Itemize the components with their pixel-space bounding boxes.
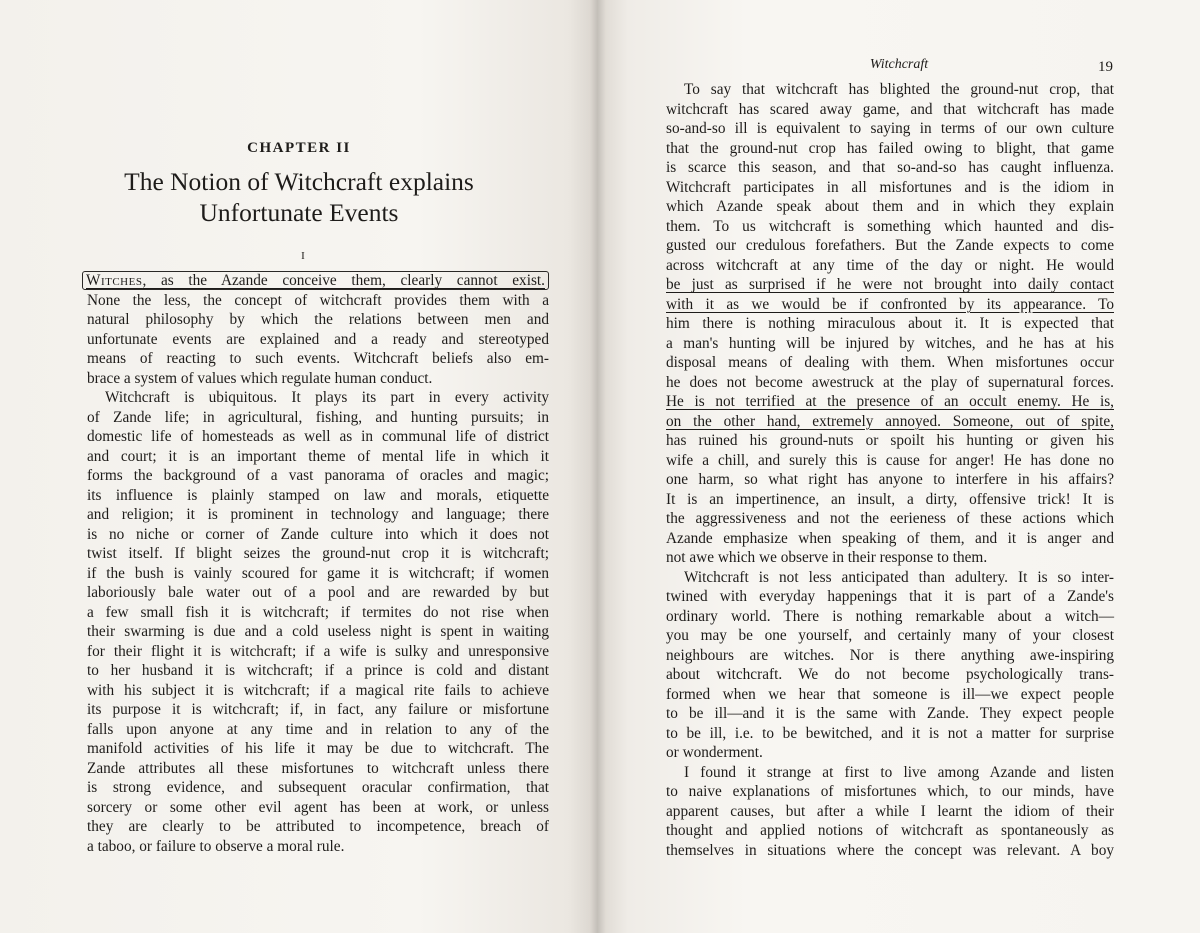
- text-line: that the ground-nut crop has failed owing to blight, that game: [666, 139, 1114, 157]
- text-line: sorcery or some other evil agent has been at work, or unless: [87, 798, 549, 816]
- text-line: twined with everyday happenings that it is part of a Zande's: [666, 588, 1114, 605]
- chapter-title-line: The Notion of Witchcraft explains: [124, 167, 474, 196]
- text-line: and court; it is an important theme of mental life in which it: [87, 447, 549, 465]
- text-line: neighbours are witches. Nor is there anything awe-inspiring: [666, 646, 1114, 664]
- text-line: wife a chill, and surely this is cause for anger! He has done no: [666, 451, 1114, 469]
- text-line: unfortunate events are explained and a ready and stereotyped: [87, 330, 549, 348]
- text-line: means of reacting to such events. Witchcraft beliefs also em-: [87, 350, 549, 367]
- text-line: and religion; it is prominent in technology and language; there: [87, 506, 549, 523]
- text-line: one harm, so what right has anyone to interfere in his affairs?: [666, 471, 1114, 488]
- text-line: Witchcraft is ubiquitous. It plays its part in every activity: [105, 389, 549, 406]
- section-number: I: [301, 250, 305, 262]
- text-line: witchcraft has scared away game, and that witchcraft has made: [666, 100, 1114, 118]
- text-line: their swarming is due and a cold useless night is spent in waiting: [87, 623, 549, 640]
- text-line: Zande attributes all these misfortunes to witchcraft unless there: [87, 759, 549, 777]
- text-line: ordinary world. There is nothing remarkable about a witch—: [666, 607, 1114, 625]
- text-line: is scarce this season, and that so-and-so has caught influenza.: [666, 159, 1114, 176]
- text-line: so-and-so ill is equivalent to saying in terms of our own culture: [666, 120, 1114, 137]
- text-line: him there is nothing miraculous about it. It is expected that: [666, 315, 1114, 332]
- text-line: apparent causes, but after a while I learnt the idiom of their: [666, 802, 1114, 820]
- running-head: Witchcraft: [869, 57, 929, 72]
- text-line: he does not become awestruck at the play of supernatural forces.: [666, 373, 1114, 391]
- left-body-text: [87, 271, 549, 856]
- text-line: which Azande speak about them and in which they explain: [666, 198, 1114, 215]
- text-line: its influence is plainly stamped on law and morals, etiquette: [87, 486, 549, 504]
- text-line: them. To us witchcraft is something which haunted and dis-: [666, 217, 1114, 235]
- text-line: to naive explanations of misfortunes which, to our minds, have: [666, 783, 1114, 800]
- text-line: a few small fish it is witchcraft; if termites do not rise when: [87, 603, 549, 621]
- text-line: [87, 271, 549, 291]
- text-line: of Zande life; in agricultural, fishing, and hunting pursuits; in: [87, 408, 549, 426]
- text-line: they are clearly to be attributed to incompetence, breach of: [87, 818, 549, 835]
- text-line: themselves in situations where the concept was relevant. A boy: [666, 841, 1114, 859]
- text-line: Azande emphasize when speaking of them, and it is anger and: [666, 529, 1114, 547]
- text-line: Witchcraft is not less anticipated than adultery. It is so inter-: [684, 568, 1114, 586]
- text-line: to be ill—and it is the same with Zande. They expect people: [666, 705, 1114, 722]
- text-line: or wonderment.: [666, 744, 763, 761]
- text-line: domestic life of homesteads as well as in communal life of district: [87, 428, 549, 445]
- page-number: 19: [1098, 59, 1113, 75]
- text-line: about witchcraft. We do not become psychologically trans-: [666, 666, 1114, 683]
- text-line: thought and applied notions of witchcraft as spontaneously as: [666, 822, 1114, 839]
- chapter-label: CHAPTER II: [247, 140, 351, 157]
- text-line: you may be one yourself, and certainly many of your closest: [666, 627, 1114, 644]
- text-line-annotated: be just as surprised if he were not brought into daily contact: [666, 276, 1114, 293]
- chapter-title: [0, 166, 598, 228]
- text-line: to be ill, i.e. to be bewitched, and it is not a matter for surprise: [666, 724, 1114, 742]
- text-line: It is an impertinence, an insult, a dirty, offensive trick! It is: [666, 490, 1114, 508]
- text-line-annotated: with it as we would be if confronted by its appearance. To: [666, 295, 1114, 313]
- text-line: not awe which we observe in their response to them.: [666, 549, 988, 566]
- highlighted-opening-sentence: Witches, as the Azande conceive them, clearly cannot exist.: [82, 271, 549, 290]
- text-line: None the less, the concept of witchcraft provides them with a: [87, 291, 549, 309]
- text-line: forms the background of a vast panorama of oracles and magic;: [87, 467, 549, 484]
- text-line: if the bush is vainly scoured for game it is witchcraft; if women: [87, 564, 549, 582]
- text-line: across witchcraft at any time of the day or night. He would: [666, 256, 1114, 274]
- text-line: a taboo, or failure to observe a moral rule.: [87, 837, 345, 855]
- text-line: a man's hunting will be injured by witches, and he has at his: [666, 334, 1114, 352]
- text-line: the aggressiveness and not the eerieness of these actions which: [666, 510, 1114, 527]
- text-line-annotated: on the other hand, extremely annoyed. Someone, out of spite,: [666, 412, 1114, 430]
- drop-word: Witches: [86, 272, 143, 289]
- text-line: has ruined his ground-nuts or spoilt his hunting or given his: [666, 432, 1114, 449]
- text-line: I found it strange at first to live among Azande and listen: [684, 763, 1114, 781]
- text-line: disposal means of dealing with them. When misfortunes occur: [666, 354, 1114, 371]
- text-line: is strong evidence, and subsequent oracular confirmation, that: [87, 779, 549, 796]
- text-line: formed when we hear that someone is ill—we expect people: [666, 685, 1114, 703]
- text-line: Witchcraft participates in all misfortunes and is the idiom in: [666, 178, 1114, 196]
- text-line: laboriously bale water out of a pool and are rewarded by but: [87, 584, 549, 601]
- text-line: to her husband it is witchcraft; if a prince is cold and distant: [87, 662, 549, 679]
- text-line: natural philosophy by which the relations between men and: [87, 311, 549, 328]
- text-line: manifold activities of his life it may be due to witchcraft. The: [87, 740, 549, 757]
- right-body-text: [666, 80, 1114, 860]
- text-line: brace a system of values which regulate human conduct.: [87, 369, 433, 387]
- text-line: twist itself. If blight seizes the ground-nut crop it is witchcraft;: [87, 545, 549, 562]
- text-line: gusted our credulous forefathers. But the Zande expects to come: [666, 237, 1114, 254]
- text-line: with his subject it is witchcraft; if a magical rite fails to achieve: [87, 681, 549, 699]
- book-gutter: [590, 0, 606, 933]
- text-line: falls upon anyone at any time and in relation to any of the: [87, 720, 549, 738]
- left-page: [0, 0, 598, 933]
- text-line: its purpose it is witchcraft; if, in fact, any failure or misfortune: [87, 701, 549, 718]
- text-line: is no niche or corner of Zande culture into which it does not: [87, 525, 549, 543]
- text-line: To say that witchcraft has blighted the ground-nut crop, that: [684, 81, 1114, 98]
- chapter-title-line: Unfortunate Events: [199, 198, 399, 227]
- text-line: for their flight it is witchcraft; if a wife is sulky and unresponsive: [87, 642, 549, 660]
- text-line-annotated: He is not terrified at the presence of an occult enemy. He is,: [666, 393, 1114, 410]
